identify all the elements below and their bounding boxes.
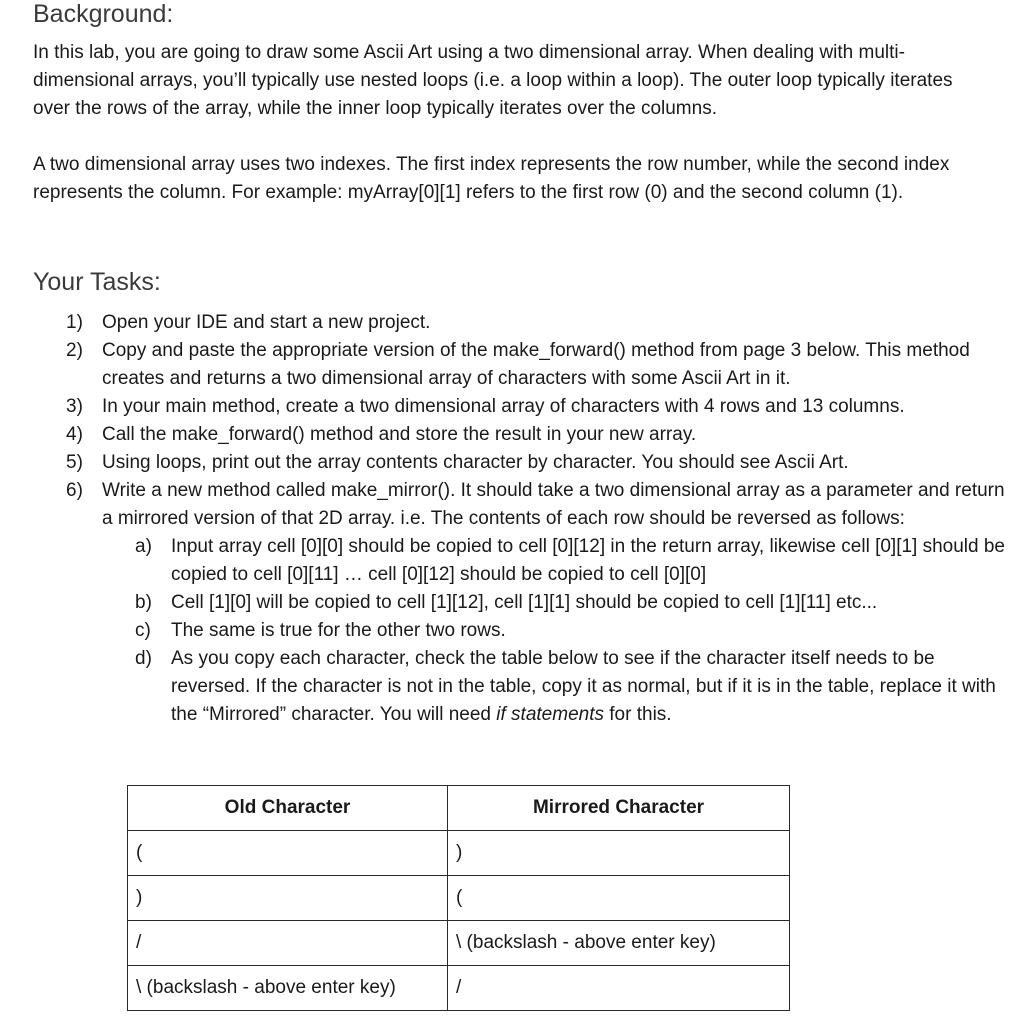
subtask-item — [102, 589, 1010, 617]
mirrored-character-cell: \ (backslash - above enter key) — [448, 921, 790, 966]
task-item — [0, 393, 1010, 421]
task-text: Write a new method called make_mirror(). It should take a two dimensional array as a parameter and return a mirrored version of that 2D array. i.e. The contents of each row should be reversed as follows: — [102, 480, 1005, 529]
tasks-heading: Your Tasks: — [33, 268, 161, 296]
old-character-cell: \ (backslash - above enter key) — [128, 966, 448, 1011]
subtask-letter: a) — [135, 536, 152, 557]
background-paragraph-2: A two dimensional array uses two indexes. The first index represents the row number, while the second index represents the column. For example: myArray[0][1] refers to the first row (0) and the second column (1). — [33, 154, 950, 203]
task-item — [0, 477, 1010, 729]
task-number: 2) — [66, 340, 83, 361]
task-item — [0, 449, 1010, 477]
header-mirrored-character: Mirrored Character — [448, 786, 790, 831]
task-text: Using loops, print out the array contents character by character. You should see Ascii Art. — [102, 452, 849, 473]
subtask-text: The same is true for the other two rows. — [171, 620, 506, 641]
task-number: 4) — [66, 424, 83, 445]
background-paragraph-1: In this lab, you are going to draw some Ascii Art using a two dimensional array. When dealing with multi-dimensional arrays, you’ll typically use nested loops (i.e. a loop within a loop). The outer loop typically iterates over the rows of the array, while the inner loop typically iterates over the columns. — [33, 42, 953, 119]
subtask-letter: b) — [135, 592, 152, 613]
subtask-text: Input array cell [0][0] should be copied to cell [0][12] in the return array, likewise cell [0][1] should be copied to cell [0][11] … cell [0][12] should be copied to cell [0][0] — [171, 536, 1005, 585]
task-text: In your main method, create a two dimensional array of characters with 4 rows and 13 columns. — [102, 396, 905, 417]
mirrored-character-cell: / — [448, 966, 790, 1011]
table-row — [128, 831, 790, 876]
task-item — [0, 337, 1010, 393]
task-text: Call the make_forward() method and store the result in your new array. — [102, 424, 697, 445]
task-number: 1) — [66, 312, 83, 333]
table-header-row — [128, 786, 790, 831]
mirrored-character-cell: ) — [448, 831, 790, 876]
task-text: Open your IDE and start a new project. — [102, 312, 431, 333]
tasks-list — [0, 309, 1010, 729]
header-old-character: Old Character — [128, 786, 448, 831]
old-character-cell: ( — [128, 831, 448, 876]
mirror-character-table — [127, 785, 790, 1011]
mirrored-character-cell: ( — [448, 876, 790, 921]
subtask-list — [102, 533, 1010, 729]
subtask-item — [102, 533, 1010, 589]
task-number: 5) — [66, 452, 83, 473]
old-character-cell: ) — [128, 876, 448, 921]
subtask-item — [102, 617, 1010, 645]
subtask-text-after: for this. — [604, 704, 672, 725]
subtask-text-italic: if statements — [496, 704, 604, 725]
subtask-text-before: As you copy each character, check the table below to see if the character itself needs to be reversed. If the character is not in the table, copy it as normal, but if it is in the table, replace it with the “Mirrored” character. You will need — [171, 648, 996, 725]
table-row — [128, 966, 790, 1011]
table-row — [128, 921, 790, 966]
table-row — [128, 876, 790, 921]
subtask-letter: d) — [135, 648, 152, 669]
task-item — [0, 421, 1010, 449]
task-item — [0, 309, 1010, 337]
subtask-letter: c) — [135, 620, 151, 641]
subtask-text: Cell [1][0] will be copied to cell [1][12], cell [1][1] should be copied to cell [1][11] etc... — [171, 592, 878, 613]
task-text: Copy and paste the appropriate version of the make_forward() method from page 3 below. This method creates and returns a two dimensional array of characters with some Ascii Art in it. — [102, 340, 970, 389]
old-character-cell: / — [128, 921, 448, 966]
task-number: 6) — [66, 480, 83, 501]
subtask-item — [102, 645, 1010, 729]
task-number: 3) — [66, 396, 83, 417]
background-heading: Background: — [33, 0, 174, 28]
